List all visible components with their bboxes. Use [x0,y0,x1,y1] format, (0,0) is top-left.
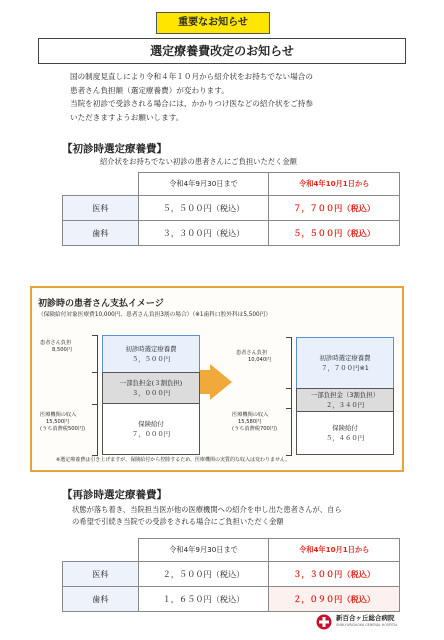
row-label: 医科 [63,196,139,221]
bar-amount: ７，７００円※1 [321,364,369,372]
table-row [63,562,400,587]
row-label: 歯科 [63,221,139,246]
after-income-brace [286,388,292,456]
after-patient-label-text: 患者さん負担 [236,350,268,356]
intro-line: 患者さん負担額（選定療養費）が変わります。 [70,85,229,95]
bar-label: 初診時選定療養費 [319,354,371,362]
new-fee: ５，５００円（税込） [269,221,400,246]
right-arrow-icon [210,364,232,400]
old-fee: ５，５００円（税込） [138,196,269,221]
col-new-header: 令和4年10月1日から [269,539,400,562]
table-header-row [63,173,400,196]
col-new-header: 令和4年10月1日から [269,173,400,196]
col-old-header: 令和4年9月30日まで [138,539,269,562]
hospital-name: 新百合ヶ丘総合病院 [336,614,395,622]
intro-line: いただきますようお願いします。 [70,112,184,122]
old-fee: １，６５０円（税込） [138,587,269,612]
col-old-header: 令和4年9月30日まで [138,173,269,196]
revisit-subheading-line: 状態が落ち着き、当院担当医が他の医療機関への紹介を申し出た患者さんが、自ら [72,505,342,514]
first-visit-fee-table [62,172,400,246]
after-income-amount: 15,580円 [238,419,262,425]
before-income-amount: 15,500円 [46,419,70,425]
intro-text [70,71,400,125]
bar-label: 保険給付 [138,420,164,428]
old-fee: ２，５００円（税込） [138,562,269,587]
before-patient-label [40,340,72,354]
before-patient-label-text: 患者さん負担 [40,340,72,346]
bar-amount: ５，４６０円 [325,434,365,442]
intro-line: 国の制度見直しにより令和４年１０月から紹介状をお持ちでない場合の [70,72,313,81]
before-bar-insurance [102,403,200,455]
first-visit-heading: 【初診時選定療養費】 [62,143,167,155]
page-title: 選定療養費改定のお知らせ [38,38,406,64]
after-income-label [232,412,277,433]
before-income-label-text: 医療機関の収入 [40,412,77,418]
payment-image-title: 初診時の患者さん支払イメージ [38,299,164,309]
new-fee: ７，７００円（税込） [269,196,400,221]
revisit-subheading [72,504,342,528]
new-fee: ３，３００円（税込） [269,562,400,587]
bar-amount: ５，５００円 [131,355,171,363]
bar-label: 初診時選定療養費 [125,345,177,353]
payment-image-note: ※選定療養費は引き上げますが、保険給付から控除するため、医療機関の実質的な収入は変わりません。 [56,457,291,463]
after-patient-amount: 10,040円 [248,357,272,363]
hospital-logo [316,614,398,630]
before-patient-amount: 8,500円 [52,347,73,353]
important-notice-badge: 重要なお知らせ [156,12,270,34]
after-bar-copay [296,388,394,412]
bar-amount: ２，３４０円 [325,401,365,409]
row-label: 歯科 [63,587,139,612]
payment-image-subtitle: （保険給付対象医療費10,000円、患者さん負担3割の場合）（※1歯科口腔外科は5,500円） [38,312,272,318]
revisit-subheading-line: の希望で引続き当院での受診をされる場合にご負担いただく金額 [72,517,284,526]
hospital-emblem-icon [316,614,332,630]
table-corner [63,539,139,562]
before-bar-selected-fee [102,335,200,373]
before-income-tax: (うち消費税500円) [40,426,86,432]
after-patient-label [236,350,271,364]
revisit-fee-table [62,538,400,612]
bar-label: 保険給付 [332,424,358,432]
bar-label: 一部負担金(３割負担) [119,379,183,387]
table-row [63,196,400,221]
after-income-label-text: 医療機関の収入 [232,412,269,418]
bar-amount: ３，０００円 [131,389,171,397]
table-row [63,587,400,612]
table-corner [63,173,139,196]
table-row [63,221,400,246]
before-income-brace [92,372,98,456]
new-fee: ２，０９０円（税込） [269,587,400,612]
row-label: 医科 [63,562,139,587]
intro-line: 当院を初診で受診される場合には、かかりつけ医などの紹介状をご持参 [70,99,313,108]
before-bar-copay [102,372,200,404]
table-header-row [63,539,400,562]
after-bar-insurance [296,411,394,455]
old-fee: ３，３００円（税込） [138,221,269,246]
bar-label: 一部負担金（3割負担） [311,391,379,399]
hospital-name-en: SHIN-YURIGAOKA GENERAL HOSPITAL [336,623,398,627]
before-income-label [40,412,85,433]
after-bar-selected-fee [296,337,394,389]
bar-amount: ７，０００円 [131,430,171,438]
after-income-tax: (うち消費税700円) [232,426,278,432]
revisit-heading: 【再診時選定療養費】 [62,489,167,501]
first-visit-subheading: 紹介状をお持ちでない初診の患者さんにご負担いただく金額 [100,157,297,166]
